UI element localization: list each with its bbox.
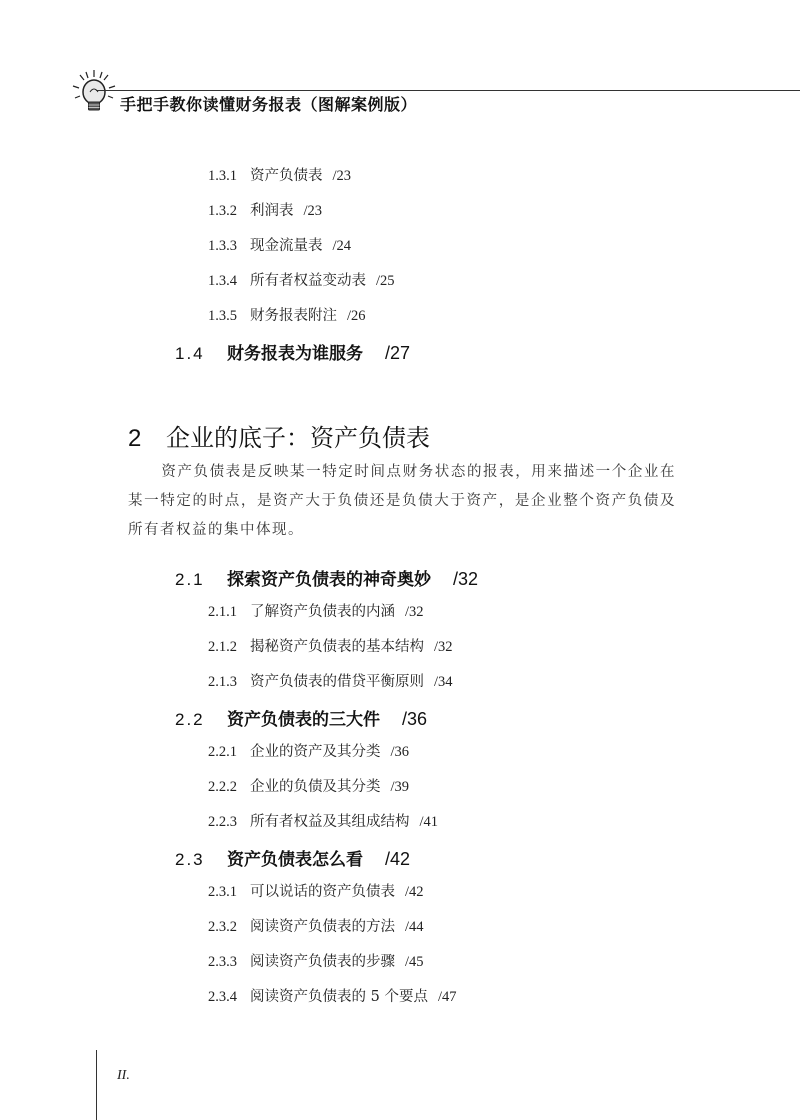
toc-item-page: /44 — [405, 919, 424, 935]
toc-item-title: 阅读资产负债表的步骤 — [250, 954, 395, 970]
toc-item-page: /36 — [390, 744, 410, 760]
toc-item-page: /23 — [303, 203, 323, 219]
toc-item-number: 2.2.2 — [208, 779, 237, 795]
chapter-heading[interactable] — [128, 418, 430, 453]
toc-section-number: 2.1 — [175, 570, 205, 589]
toc-item-2-1-3[interactable] — [208, 670, 453, 691]
toc-item-number: 1.3.5 — [208, 308, 237, 324]
toc-item-1-3-2[interactable] — [208, 199, 322, 220]
chapter-title: 企业的底子：资产负债表 — [166, 424, 430, 452]
toc-item-number: 2.3.3 — [208, 954, 237, 970]
toc-item-title: 了解资产负债表的内涵 — [250, 604, 395, 620]
toc-item-1-3-3[interactable] — [208, 234, 351, 255]
toc-item-page: /34 — [434, 674, 453, 690]
toc-item-2-2-1[interactable] — [208, 740, 409, 761]
toc-item-title: 财务报表附注 — [250, 308, 337, 324]
toc-item-title: 阅读资产负债表的方法 — [250, 919, 395, 935]
toc-section-2-3[interactable] — [175, 845, 410, 870]
toc-section-title: 资产负债表怎么看 — [227, 850, 363, 870]
toc-item-2-2-3[interactable] — [208, 810, 438, 831]
toc-item-1-3-4[interactable] — [208, 269, 395, 290]
toc-item-number: 1.3.2 — [208, 203, 237, 219]
toc-item-number: 2.1.1 — [208, 604, 237, 620]
toc-item-title: 资产负债表的借贷平衡原则 — [250, 674, 424, 690]
toc-item-2-1-2[interactable] — [208, 635, 453, 656]
header-title: 手把手教你读懂财务报表（图解案例版） — [120, 95, 418, 114]
toc-section-title: 财务报表为谁服务 — [227, 344, 363, 364]
toc-item-2-3-2[interactable] — [208, 915, 424, 936]
toc-item-title: 所有者权益及其组成结构 — [250, 814, 410, 830]
toc-section-title: 探索资产负债表的神奇奥妙 — [227, 570, 431, 590]
toc-section-2-2[interactable] — [175, 705, 427, 730]
toc-item-page: /39 — [390, 779, 410, 795]
toc-item-page: /41 — [419, 814, 439, 830]
toc-item-page: /24 — [332, 238, 352, 254]
toc-item-title: 可以说话的资产负债表 — [250, 884, 395, 900]
toc-item-page: /25 — [376, 273, 395, 289]
toc-item-title: 所有者权益变动表 — [250, 273, 366, 289]
toc-item-page: /45 — [405, 954, 424, 970]
toc-item-page: /32 — [434, 639, 453, 655]
toc-item-page: /42 — [405, 884, 424, 900]
toc-item-title: 揭秘资产负债表的基本结构 — [250, 639, 424, 655]
toc-item-page: /23 — [332, 168, 352, 184]
toc-item-title: 阅读资产负债表的 5 个要点 — [250, 989, 428, 1005]
toc-item-number: 1.3.3 — [208, 238, 237, 254]
toc-item-title: 资产负债表 — [250, 168, 323, 184]
toc-item-number: 2.2.1 — [208, 744, 237, 760]
footer-rule — [96, 1050, 97, 1120]
toc-section-1-4[interactable] — [175, 339, 410, 364]
toc-section-title: 资产负债表的三大件 — [227, 710, 380, 730]
toc-section-page: /32 — [453, 569, 479, 589]
chapter-number: 2 — [128, 425, 142, 452]
toc-item-2-2-2[interactable] — [208, 775, 409, 796]
toc-item-page: /26 — [347, 308, 366, 324]
toc-item-1-3-5[interactable] — [208, 304, 366, 325]
toc-item-number: 2.1.3 — [208, 674, 237, 690]
toc-item-number: 1.3.1 — [208, 168, 237, 184]
toc-section-page: /27 — [385, 343, 411, 363]
toc-section-page: /36 — [402, 709, 428, 729]
toc-section-number: 2.3 — [175, 850, 205, 869]
toc-section-page: /42 — [385, 849, 411, 869]
toc-item-2-3-4[interactable] — [208, 985, 456, 1006]
toc-item-2-1-1[interactable] — [208, 600, 424, 621]
toc-item-2-3-3[interactable] — [208, 950, 424, 971]
header-rule — [96, 90, 800, 91]
toc-item-number: 2.1.2 — [208, 639, 237, 655]
chapter-intro: 资产负债表是反映某一特定时间点财务状态的报表，用来描述一个企业在某一特定的时点，是资产大于负债还是负债大于资产，是企业整个资产负债及所有者权益的集中体现。 — [128, 464, 676, 538]
toc-item-1-3-1[interactable] — [208, 164, 351, 185]
toc-item-title: 利润表 — [250, 203, 294, 219]
toc-item-number: 1.3.4 — [208, 273, 237, 289]
toc-section-number: 2.2 — [175, 710, 205, 729]
page-number: II. — [117, 1068, 130, 1083]
toc-item-title: 企业的负债及其分类 — [250, 779, 381, 795]
toc-section-2-1[interactable] — [175, 565, 478, 590]
toc-item-number: 2.2.3 — [208, 814, 237, 830]
toc-item-title: 现金流量表 — [250, 238, 323, 254]
toc-section-number: 1.4 — [175, 344, 205, 363]
toc-item-page: /32 — [405, 604, 424, 620]
toc-item-number: 2.3.2 — [208, 919, 237, 935]
toc-item-page: /47 — [437, 989, 457, 1005]
toc-item-title: 企业的资产及其分类 — [250, 744, 381, 760]
lightbulb-icon — [70, 68, 118, 116]
toc-item-2-3-1[interactable] — [208, 880, 424, 901]
toc-item-number: 2.3.1 — [208, 884, 237, 900]
toc-item-number: 2.3.4 — [208, 989, 237, 1005]
